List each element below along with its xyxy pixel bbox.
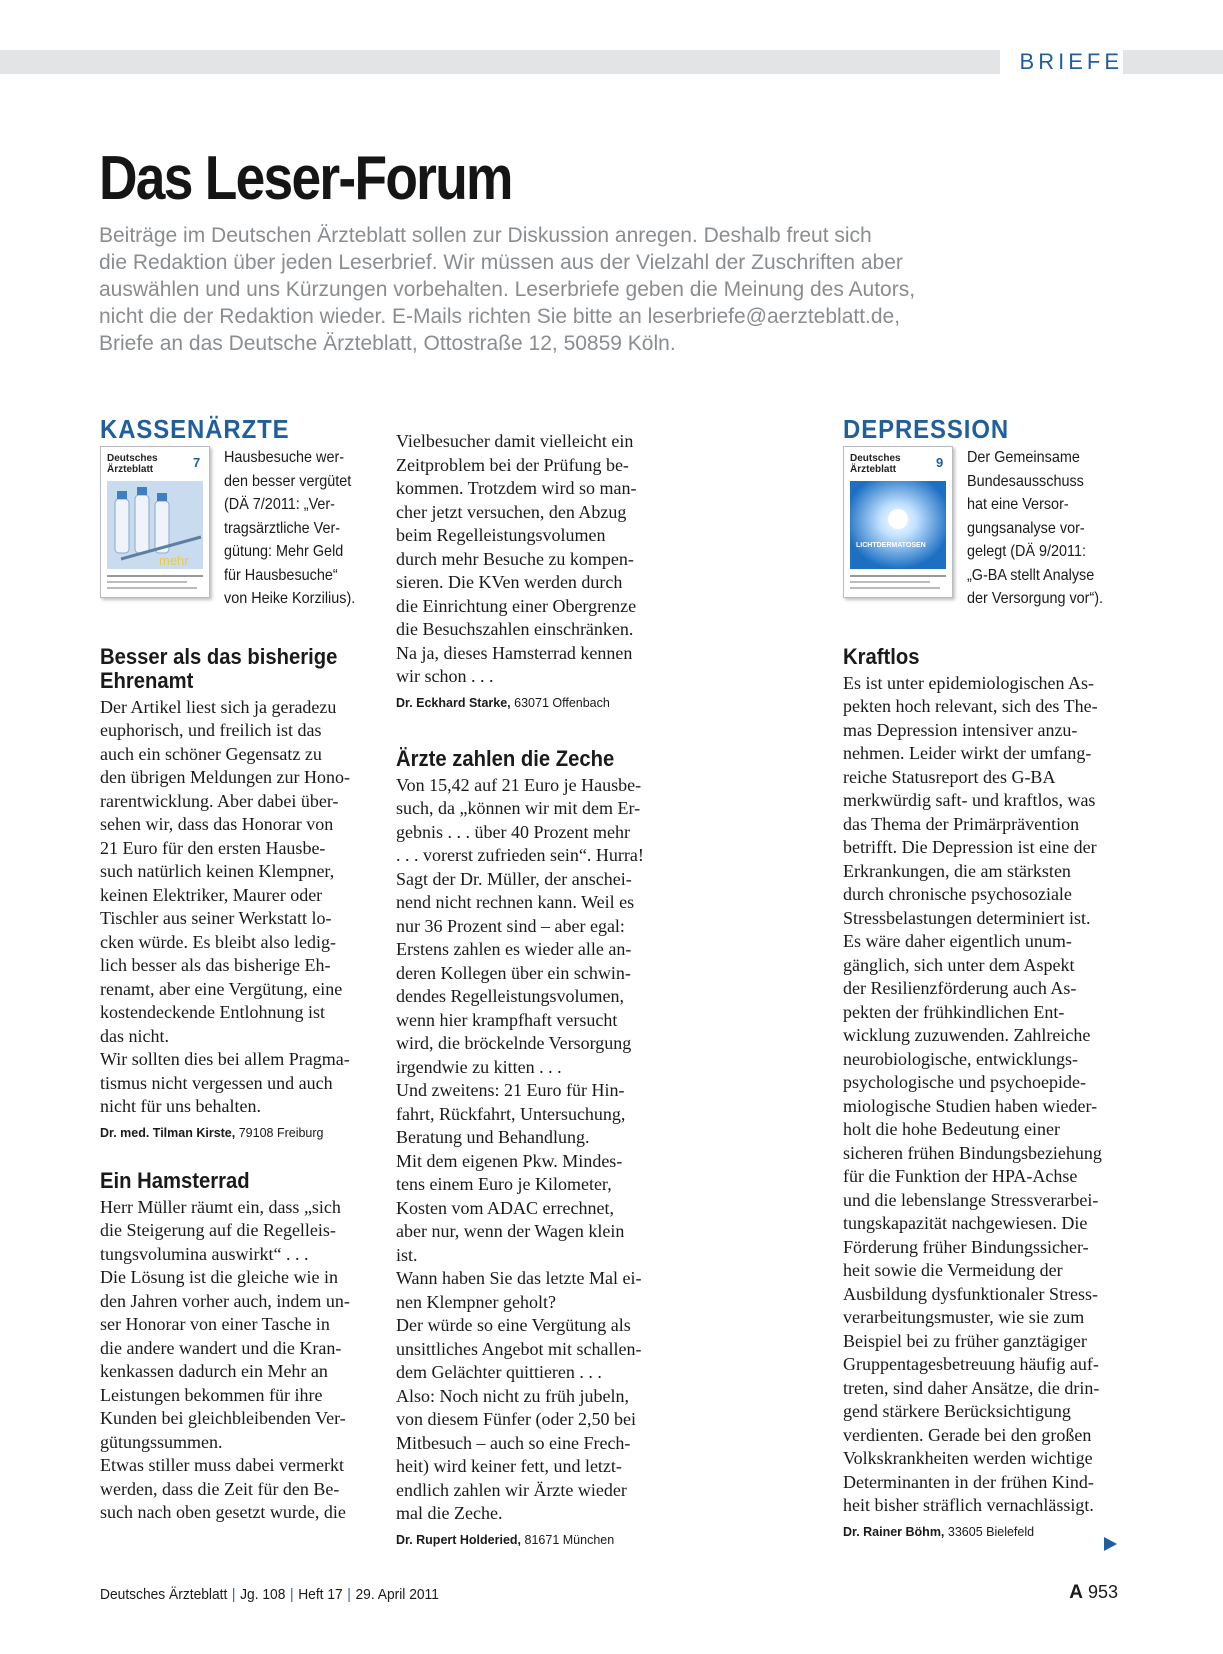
body-line: Förderung früher Bindungssicher-	[843, 1236, 1089, 1257]
body-line: gänglich, sich unter dem Aspekt	[843, 954, 1075, 975]
page-title: Das Leser-Forum	[99, 144, 512, 213]
column-2	[396, 430, 668, 1550]
body-line: kommen. Trotzdem wird so man-	[396, 478, 637, 498]
body-line: Erkrankungen, die am stärksten	[843, 860, 1071, 881]
author-name: Dr. Eckhard Starke,	[396, 695, 511, 710]
author-name: Dr. Rupert Holderied,	[396, 1532, 522, 1547]
body-line: sicheren frühen Bindungsbeziehung	[843, 1142, 1102, 1163]
body-line: mas Depression intensiver anzu-	[843, 719, 1078, 740]
teaser-line: hat eine Versor-	[967, 496, 1069, 513]
body-line: Stressbelastungen determiniert ist.	[843, 907, 1091, 928]
letter-title	[100, 645, 350, 693]
teaser-line: gütung: Mehr Geld	[224, 543, 344, 560]
body-line: Vielbesucher damit vielleicht ein	[396, 431, 634, 451]
body-line: heit bisher sträflich vernachlässigt.	[843, 1495, 1094, 1515]
cover-issue-number: 7	[193, 455, 201, 470]
cover-thumbnail	[843, 446, 953, 598]
teaser-line: (DÄ 7/2011: „Ver-	[224, 496, 335, 513]
body-line: kostendeckende Entlohnung ist	[100, 1002, 325, 1022]
body-line: wir schon . . .	[396, 666, 494, 686]
author-signature	[843, 1522, 1115, 1542]
body-line: Sagt der Dr. Müller, der anschei-	[396, 868, 632, 889]
page-number	[1069, 1582, 1118, 1604]
body-line: Es ist unter epidemiologischen As-	[843, 672, 1094, 693]
cover-logo-line2: Ärzteblatt	[850, 464, 897, 475]
body-line: such natürlich keinen Klempner,	[100, 861, 335, 881]
page-number-value: 953	[1087, 1582, 1118, 1602]
body-line: fahrt, Rückfahrt, Untersuchung,	[396, 1103, 626, 1124]
body-line: das Thema der Primärprävention	[843, 813, 1080, 834]
cover-logo-line1: Deutsches	[850, 453, 901, 464]
body-line: Es wäre daher eigentlich unum-	[843, 931, 1072, 951]
letter-title-line: Besser als das bisherige	[100, 643, 338, 669]
letter-body	[843, 672, 1115, 1518]
body-line: lich besser als das bisherige Eh-	[100, 955, 331, 975]
body-line: ser Honorar von einer Tasche in	[100, 1314, 330, 1334]
body-line: Mitbesuch – auch so eine Frech-	[396, 1432, 631, 1453]
cover-thumbnail	[100, 446, 210, 598]
body-line: Volkskrankheiten werden wichtige	[843, 1448, 1093, 1468]
body-line: rarentwicklung. Aber dabei über-	[100, 790, 339, 811]
cover-issue-number: 9	[936, 455, 944, 470]
continue-arrow-icon	[1104, 1537, 1117, 1551]
body-line: heit) wird keiner fett, und letzt-	[396, 1456, 622, 1476]
body-line: nen Klempner geholt?	[396, 1291, 556, 1312]
body-line: wenn hier krampfhaft versucht	[396, 1009, 618, 1030]
footer-citation: Deutsches Ärzteblatt | Jg. 108 | Heft 17 | 29. April 2011	[100, 1586, 439, 1603]
teaser-text	[224, 446, 370, 611]
body-line: wicklung zuzuwenden. Zahlreiche	[843, 1025, 1091, 1045]
body-line: treten, sind daher Ansätze, die drin-	[843, 1377, 1100, 1398]
letter-body	[396, 774, 668, 1526]
footer-volume: Jg. 108	[240, 1586, 286, 1603]
author-name: Dr. Rainer Böhm,	[843, 1524, 945, 1539]
body-line: tungsvolumina auswirkt“ . . .	[100, 1243, 309, 1264]
body-line: Zeitproblem bei der Prüfung be-	[396, 454, 629, 475]
author-signature	[100, 1123, 372, 1143]
body-line: tens einem Euro je Kilometer,	[396, 1174, 612, 1194]
body-line: heit sowie die Vermeidung der	[843, 1260, 1063, 1280]
body-line: die Steigerung auf die Regelleis-	[100, 1220, 336, 1240]
body-line: holt die hohe Bedeutung einer	[843, 1119, 1060, 1139]
letter-title: Ärzte zahlen die Zeche	[396, 745, 615, 771]
body-line: nehmen. Leider wirkt der umfang-	[843, 743, 1092, 763]
body-line: tungskapazität nachgewiesen. Die	[843, 1213, 1088, 1233]
body-line: Determinanten in der frühen Kind-	[843, 1471, 1094, 1492]
body-line: Beispiel bei zu früher ganztägiger	[843, 1330, 1087, 1351]
intro-line: die Redaktion über jeden Leserbrief. Wir müssen aus der Vielzahl der Zuschriften aber	[99, 251, 903, 274]
body-line: tismus nicht vergessen und auch	[100, 1072, 333, 1093]
body-line: Der Artikel liest sich ja geradezu	[100, 696, 337, 717]
body-line: 21 Euro für den ersten Hausbe-	[100, 837, 326, 858]
author-place: 81671 München	[524, 1532, 615, 1547]
body-line: nend nicht rechnen kann. Weil es	[396, 892, 635, 912]
teaser-line: für Hausbesuche“	[224, 566, 338, 584]
body-line: dendes Regelleistungsvolumen,	[396, 986, 624, 1006]
body-line: Also: Noch nicht zu früh jubeln,	[396, 1385, 629, 1406]
body-line: beim Regelleistungsvolumen	[396, 525, 606, 545]
body-line: . . . vorerst zufrieden sein“. Hurra!	[396, 845, 644, 865]
body-line: nicht für uns behalten.	[100, 1096, 261, 1116]
letter-body	[100, 696, 372, 1119]
cover-word: mehr	[159, 553, 189, 568]
body-line: psychologische und psychoepide-	[843, 1072, 1086, 1092]
body-line: aber nur, wenn der Wagen klein	[396, 1221, 625, 1241]
body-line: für die Funktion der HPA-Achse	[843, 1166, 1078, 1186]
body-line: gütungssummen.	[100, 1431, 223, 1452]
footer-issue: Heft 17	[298, 1586, 343, 1603]
body-line: Etwas stiller muss dabei vermerkt	[100, 1455, 344, 1475]
cover-logo-line2: Ärzteblatt	[107, 464, 154, 475]
body-line: durch chronische psychosoziale	[843, 884, 1072, 904]
column-1	[100, 414, 372, 1525]
teaser-line: gungsanalyse vor-	[967, 519, 1085, 537]
letter-title: Ein Hamsterrad	[100, 1167, 250, 1193]
author-place: 63071 Offenbach	[514, 695, 610, 710]
body-line: durch mehr Besuche zu kompen-	[396, 548, 634, 569]
letter-body-continued	[396, 430, 668, 689]
body-line: nur 36 Prozent sind – aber egal:	[396, 915, 625, 936]
body-line: sehen wir, dass das Honorar von	[100, 814, 334, 834]
body-line: die andere wandert und die Kran-	[100, 1337, 342, 1358]
body-line: unsittliches Angebot mit schallen-	[396, 1338, 642, 1359]
body-line: neurobiologische, entwicklungs-	[843, 1048, 1078, 1069]
body-line: den Jahren vorher auch, indem un-	[100, 1290, 350, 1311]
body-line: Erstens zahlen es wieder alle an-	[396, 939, 632, 959]
column-3	[843, 414, 1115, 1542]
body-line: dem Gelächter quittieren . . .	[396, 1362, 602, 1382]
body-line: Und zweitens: 21 Euro für Hin-	[396, 1080, 625, 1100]
teaser-text	[967, 446, 1118, 611]
body-line: Die Lösung ist die gleiche wie in	[100, 1267, 338, 1287]
body-line: verarbeitungsmuster, wie sie zum	[843, 1307, 1085, 1327]
body-line: mal die Zeche.	[396, 1503, 503, 1523]
body-line: keinen Elektriker, Maurer oder	[100, 884, 323, 905]
body-line: Na ja, dieses Hamsterrad kennen	[396, 642, 633, 663]
kicker-kassenaerzte: KASSENÄRZTE	[100, 414, 290, 444]
intro-line: nicht die der Redaktion wieder. E-Mails richten Sie bitte an leserbriefe@aerzteblatt.de,	[99, 305, 901, 328]
body-line: Kunden bei gleichbleibenden Ver-	[100, 1408, 346, 1428]
teaser-line: Der Gemeinsame	[967, 449, 1080, 466]
intro-text	[99, 222, 999, 357]
body-line: euphorisch, und freilich ist das	[100, 720, 322, 740]
body-line: Herr Müller räumt ein, dass „sich	[100, 1196, 341, 1217]
teaser-kassenaerzte	[100, 446, 372, 611]
body-line: Mit dem eigenen Pkw. Mindes-	[396, 1150, 623, 1171]
body-line: betrifft. Die Depression ist eine der	[843, 837, 1097, 857]
footer-journal: Deutsches Ärzteblatt	[100, 1586, 228, 1603]
body-line: miologische Studien haben wieder-	[843, 1095, 1098, 1116]
body-line: verdienten. Gerade bei den großen	[843, 1424, 1092, 1445]
author-signature	[396, 693, 668, 713]
teaser-line: gelegt (DÄ 9/2011:	[967, 543, 1087, 560]
body-line: Wir sollten dies bei allem Pragma-	[100, 1049, 350, 1069]
body-line: auch ein schöner Gegensatz zu	[100, 743, 322, 764]
teaser-line: der Versorgung vor“).	[967, 590, 1104, 607]
body-line: den übrigen Meldungen zur Hono-	[100, 767, 350, 787]
letter-body	[100, 1196, 372, 1525]
page-prefix: A	[1069, 1582, 1083, 1603]
intro-line: Briefe an das Deutsche Ärzteblatt, Ottostraße 12, 50859 Köln.	[99, 332, 676, 355]
intro-line: Beiträge im Deutschen Ärzteblatt sollen zur Diskussion anregen. Deshalb freut sich	[99, 224, 872, 247]
body-line: von diesem Fünfer (oder 2,50 bei	[396, 1409, 636, 1429]
body-line: pekten hoch relevant, sich des The-	[843, 696, 1098, 716]
teaser-line: tragsärztliche Ver-	[224, 519, 341, 537]
body-line: Leistungen bekommen für ihre	[100, 1384, 323, 1405]
body-line: cher jetzt versuchen, den Abzug	[396, 501, 627, 522]
body-line: such, da „können wir mit dem Er-	[396, 798, 641, 818]
section-label: BRIEFE	[1000, 48, 1123, 76]
body-line: Der würde so eine Vergütung als	[396, 1315, 631, 1335]
body-line: deren Kollegen über ein schwin-	[396, 962, 631, 983]
body-line: sieren. Die KVen werden durch	[396, 572, 623, 592]
body-line: reiche Statusreport des G-BA	[843, 766, 1056, 787]
body-line: Ausbildung dysfunktionaler Stress-	[843, 1283, 1098, 1304]
body-line: das nicht.	[100, 1025, 169, 1046]
letter-title-line: Ehrenamt	[100, 667, 194, 693]
letter-title: Kraftlos	[843, 643, 920, 669]
body-line: Tischler aus seiner Werkstatt lo-	[100, 908, 332, 928]
footer-date: 29. April 2011	[355, 1586, 439, 1603]
kicker-depression: DEPRESSION	[843, 414, 1010, 444]
author-place: 33605 Bielefeld	[947, 1524, 1035, 1539]
body-line: die Besuchszahlen einschränken.	[396, 619, 634, 639]
body-line: cken würde. Es bleibt also ledig-	[100, 931, 336, 952]
body-line: wird, die bröckelnde Versorgung	[396, 1033, 632, 1053]
body-line: die Einrichtung einer Obergrenze	[396, 595, 637, 616]
body-line: Wann haben Sie das letzte Mal ei-	[396, 1268, 642, 1288]
body-line: pekten der frühkindlichen Ent-	[843, 1001, 1065, 1022]
cover-word: LICHTDERMATOSEN	[856, 542, 926, 549]
body-line: Beratung und Behandlung.	[396, 1127, 590, 1147]
body-line: Gruppentagesbetreuung häufig auf-	[843, 1354, 1099, 1374]
intro-line: auswählen und uns Kürzungen vorbehalten. Leserbriefe geben die Meinung des Autors,	[99, 278, 916, 301]
author-signature	[396, 1530, 668, 1550]
body-line: Von 15,42 auf 21 Euro je Hausbe-	[396, 774, 642, 795]
body-line: gebnis . . . über 40 Prozent mehr	[396, 821, 630, 842]
body-line: such nach oben gesetzt wurde, die	[100, 1502, 346, 1522]
body-line: irgendwie zu kitten . . .	[396, 1056, 562, 1077]
body-line: der Resilienzförderung auch As-	[843, 978, 1077, 998]
teaser-depression	[843, 446, 1115, 611]
teaser-line: von Heike Korzilius).	[224, 590, 356, 607]
body-line: merkwürdig saft- und kraftlos, was	[843, 790, 1096, 810]
teaser-line: „G-BA stellt Analyse	[967, 566, 1095, 584]
body-line: gend stärkere Berücksichtigung	[843, 1401, 1071, 1421]
body-line: Kosten vom ADAC errechnet,	[396, 1197, 614, 1218]
teaser-line: den besser vergütet	[224, 472, 352, 490]
cover-logo-line1: Deutsches	[107, 453, 158, 464]
body-line: ist.	[396, 1244, 418, 1265]
author-place: 79108 Freiburg	[238, 1125, 324, 1140]
body-line: kenkassen dadurch ein Mehr an	[100, 1361, 328, 1381]
body-line: und die lebenslange Stressverarbei-	[843, 1189, 1099, 1210]
teaser-line: Bundesausschuss	[967, 472, 1084, 490]
body-line: renamt, aber eine Vergütung, eine	[100, 978, 343, 999]
body-line: werden, dass die Zeit für den Be-	[100, 1478, 340, 1499]
teaser-line: Hausbesuche wer-	[224, 449, 345, 466]
author-name: Dr. med. Tilman Kirste,	[100, 1125, 236, 1140]
body-line: endlich zahlen wir Ärzte wieder	[396, 1479, 627, 1500]
